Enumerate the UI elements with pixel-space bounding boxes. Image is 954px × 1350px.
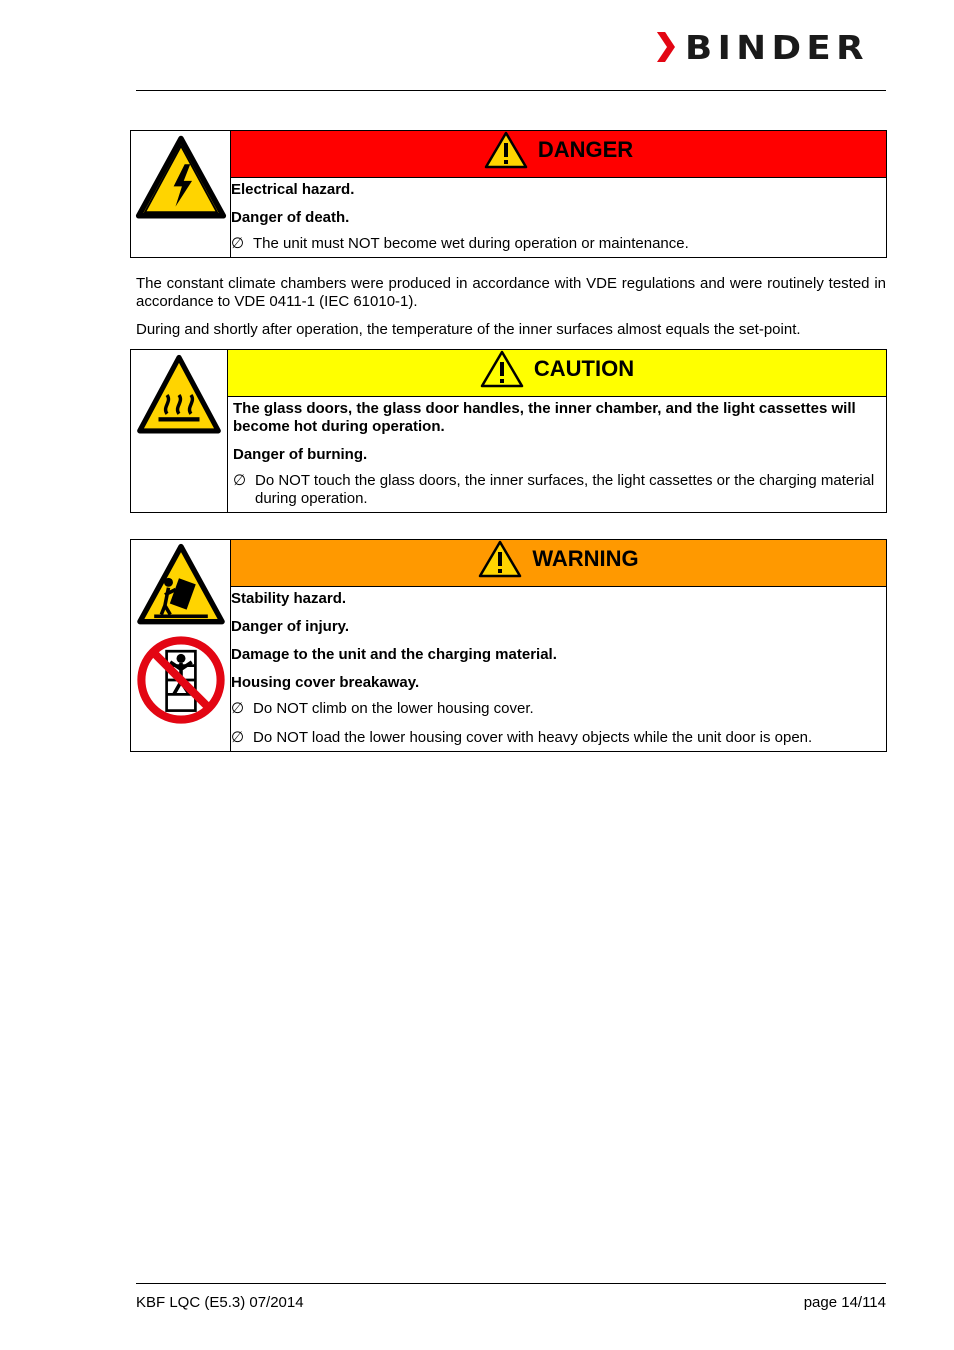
- binder-logo-mark-icon: [655, 30, 677, 64]
- warning-bullet: [231, 729, 886, 747]
- caution-line: Danger of burning.: [233, 446, 368, 463]
- binder-logo: [655, 28, 887, 67]
- danger-header: [231, 131, 887, 178]
- danger-title: DANGER: [537, 137, 634, 162]
- tipping-hazard-icon: [136, 543, 226, 627]
- warning-line: Danger of injury.: [231, 618, 350, 635]
- warning-bullet: [231, 700, 886, 718]
- warning-icon-cell: [131, 540, 231, 752]
- prohibition-bullet: ∅: [231, 700, 245, 717]
- prohibition-bullet: ∅: [231, 235, 245, 252]
- hot-surface-icon: [136, 354, 222, 436]
- caution-line: The glass doors, the glass door handles, the inner chamber, and the light cassettes will become hot during operation.: [233, 400, 856, 435]
- warning-bullet-text: Do NOT load the lower housing cover with heavy objects while the unit door is open.: [253, 729, 813, 746]
- warning-header: [231, 540, 887, 587]
- warning-body: [231, 587, 887, 752]
- danger-box: [130, 130, 887, 258]
- danger-line: Electrical hazard.: [231, 181, 355, 198]
- danger-bullet-text: The unit must NOT become wet during operation or maintenance.: [253, 235, 689, 252]
- warning-line: Stability hazard.: [231, 590, 347, 607]
- exclamation-warning-icon: [480, 350, 524, 388]
- warning-line: Housing cover breakaway.: [231, 674, 420, 691]
- electrical-hazard-icon: [135, 133, 227, 225]
- prohibition-bullet: ∅: [231, 729, 245, 746]
- exclamation-warning-icon: [478, 540, 522, 578]
- prohibition-bullet: ∅: [233, 472, 247, 489]
- caution-bullet-text: Do NOT touch the glass doors, the inner surfaces, the light cassettes or the charging material during operation.: [255, 472, 875, 507]
- exclamation-warning-icon: [484, 131, 528, 169]
- header-rule: [136, 90, 886, 91]
- caution-body: [228, 397, 887, 513]
- danger-line: Danger of death.: [231, 209, 350, 226]
- caution-header: [228, 350, 887, 397]
- warning-title: WARNING: [532, 546, 639, 571]
- warning-line: Damage to the unit and the charging material.: [231, 646, 557, 663]
- danger-body: [231, 178, 887, 258]
- footer-rule: [136, 1283, 886, 1284]
- body-paragraph: The constant climate chambers were produced in accordance with VDE regulations and were routinely tested in accordance to VDE 0411-1 (IEC 61010-1).: [136, 275, 886, 310]
- caution-icon-cell: [131, 350, 228, 513]
- caution-box: [130, 349, 887, 513]
- danger-icon-cell: [131, 131, 231, 258]
- danger-bullet: [231, 235, 886, 253]
- page-number: page 14/114: [803, 1294, 886, 1311]
- document-id: KBF LQC (E5.3) 07/2014: [136, 1294, 304, 1311]
- caution-title: CAUTION: [533, 356, 635, 381]
- warning-box: [130, 539, 887, 752]
- body-paragraph: During and shortly after operation, the temperature of the inner surfaces almost equals the set-point.: [136, 321, 801, 338]
- brand-name: BINDER: [685, 28, 870, 67]
- no-climbing-icon: [136, 635, 226, 725]
- warning-bullet-text: Do NOT climb on the lower housing cover.: [253, 700, 534, 717]
- caution-bullet: [233, 472, 886, 508]
